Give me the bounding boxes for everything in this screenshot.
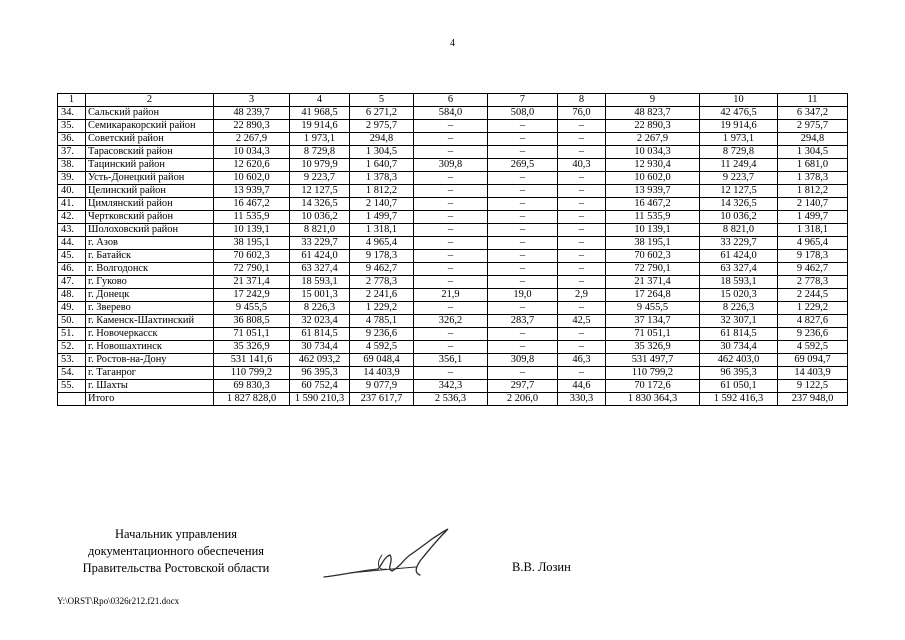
table-body bbox=[58, 94, 848, 406]
signature-title-line2: документационного обеспечения bbox=[87, 544, 265, 558]
territory-name-cell: Шолоховский район bbox=[86, 224, 214, 237]
value-cell: – bbox=[558, 211, 606, 224]
value-cell: 61 424,0 bbox=[290, 250, 350, 263]
value-cell: 1 973,1 bbox=[700, 133, 778, 146]
value-cell: 33 229,7 bbox=[700, 237, 778, 250]
value-cell: 38 195,1 bbox=[214, 237, 290, 250]
value-cell: 1 378,3 bbox=[350, 172, 414, 185]
value-cell: 8 729,8 bbox=[290, 146, 350, 159]
value-cell: 584,0 bbox=[414, 107, 488, 120]
territory-name-cell: Тарасовский район bbox=[86, 146, 214, 159]
value-cell: – bbox=[414, 341, 488, 354]
value-cell: 32 307,1 bbox=[700, 315, 778, 328]
value-cell: 71 051,1 bbox=[214, 328, 290, 341]
row-number-cell bbox=[58, 393, 86, 406]
value-cell: – bbox=[558, 328, 606, 341]
value-cell: 326,2 bbox=[414, 315, 488, 328]
value-cell: 508,0 bbox=[488, 107, 558, 120]
value-cell: 15 001,3 bbox=[290, 289, 350, 302]
column-header: 1 bbox=[58, 94, 86, 107]
value-cell: 35 326,9 bbox=[606, 341, 700, 354]
value-cell: – bbox=[414, 185, 488, 198]
value-cell: 1 681,0 bbox=[778, 159, 848, 172]
file-path: Y:\ORST\Rpo\0326r212.f21.docx bbox=[57, 596, 180, 606]
value-cell: 8 821,0 bbox=[700, 224, 778, 237]
table-row bbox=[58, 146, 848, 159]
budget-table bbox=[57, 93, 848, 406]
column-header: 10 bbox=[700, 94, 778, 107]
territory-name-cell: г. Волгодонск bbox=[86, 263, 214, 276]
value-cell: 30 734,4 bbox=[290, 341, 350, 354]
value-cell: 11 249,4 bbox=[700, 159, 778, 172]
value-cell: 462 093,2 bbox=[290, 354, 350, 367]
value-cell: 2 536,3 bbox=[414, 393, 488, 406]
value-cell: 16 467,2 bbox=[606, 198, 700, 211]
value-cell: 9 178,3 bbox=[778, 250, 848, 263]
territory-name-cell: г. Ростов-на-Дону bbox=[86, 354, 214, 367]
value-cell: 9 223,7 bbox=[290, 172, 350, 185]
value-cell: 72 790,1 bbox=[606, 263, 700, 276]
value-cell: – bbox=[488, 198, 558, 211]
value-cell: – bbox=[558, 224, 606, 237]
value-cell: 9 236,6 bbox=[778, 328, 848, 341]
value-cell: – bbox=[488, 341, 558, 354]
value-cell: 9 178,3 bbox=[350, 250, 414, 263]
value-cell: 96 395,3 bbox=[290, 367, 350, 380]
value-cell: 2 975,7 bbox=[350, 120, 414, 133]
value-cell: – bbox=[558, 263, 606, 276]
row-number-cell: 53. bbox=[58, 354, 86, 367]
value-cell: 17 242,9 bbox=[214, 289, 290, 302]
value-cell: 309,8 bbox=[488, 354, 558, 367]
value-cell: 61 424,0 bbox=[700, 250, 778, 263]
value-cell: 21 371,4 bbox=[214, 276, 290, 289]
value-cell: 15 020,3 bbox=[700, 289, 778, 302]
value-cell: 13 939,7 bbox=[606, 185, 700, 198]
table-row bbox=[58, 185, 848, 198]
territory-name-cell: Цимлянский район bbox=[86, 198, 214, 211]
value-cell: 32 023,4 bbox=[290, 315, 350, 328]
value-cell: – bbox=[558, 198, 606, 211]
column-header: 8 bbox=[558, 94, 606, 107]
value-cell: 61 814,5 bbox=[290, 328, 350, 341]
value-cell: 61 050,1 bbox=[700, 380, 778, 393]
value-cell: 36 808,5 bbox=[214, 315, 290, 328]
table-row bbox=[58, 263, 848, 276]
table-row bbox=[58, 133, 848, 146]
value-cell: 42 476,5 bbox=[700, 107, 778, 120]
table-row bbox=[58, 328, 848, 341]
row-number-cell: 51. bbox=[58, 328, 86, 341]
row-number-cell: 41. bbox=[58, 198, 86, 211]
column-header: 2 bbox=[86, 94, 214, 107]
value-cell: 11 535,9 bbox=[606, 211, 700, 224]
value-cell: – bbox=[414, 302, 488, 315]
value-cell: 37 134,7 bbox=[606, 315, 700, 328]
value-cell: – bbox=[488, 211, 558, 224]
territory-name-cell: Целинский район bbox=[86, 185, 214, 198]
signature-title-line3: Правительства Ростовской области bbox=[82, 561, 270, 575]
value-cell: 1 640,7 bbox=[350, 159, 414, 172]
table-row bbox=[58, 289, 848, 302]
row-number-cell: 40. bbox=[58, 185, 86, 198]
value-cell: 9 077,9 bbox=[350, 380, 414, 393]
row-number-cell: 45. bbox=[58, 250, 86, 263]
value-cell: 44,6 bbox=[558, 380, 606, 393]
value-cell: 70 172,6 bbox=[606, 380, 700, 393]
value-cell: 2 267,9 bbox=[606, 133, 700, 146]
value-cell: 294,8 bbox=[778, 133, 848, 146]
value-cell: – bbox=[414, 276, 488, 289]
value-cell: 10 036,2 bbox=[700, 211, 778, 224]
value-cell: – bbox=[414, 133, 488, 146]
value-cell: 2 778,3 bbox=[350, 276, 414, 289]
value-cell: 342,3 bbox=[414, 380, 488, 393]
territory-name-cell: Советский район bbox=[86, 133, 214, 146]
value-cell: 10 036,2 bbox=[290, 211, 350, 224]
value-cell: 2 140,7 bbox=[778, 198, 848, 211]
value-cell: 1 830 364,3 bbox=[606, 393, 700, 406]
value-cell: 70 602,3 bbox=[214, 250, 290, 263]
value-cell: 4 827,6 bbox=[778, 315, 848, 328]
value-cell: 69 094,7 bbox=[778, 354, 848, 367]
value-cell: 1 378,3 bbox=[778, 172, 848, 185]
territory-name-cell: Сальский район bbox=[86, 107, 214, 120]
value-cell: 1 590 210,3 bbox=[290, 393, 350, 406]
value-cell: 12 930,4 bbox=[606, 159, 700, 172]
value-cell: 330,3 bbox=[558, 393, 606, 406]
value-cell: 72 790,1 bbox=[214, 263, 290, 276]
value-cell: 19 914,6 bbox=[700, 120, 778, 133]
value-cell: 9 455,5 bbox=[606, 302, 700, 315]
value-cell: 9 236,6 bbox=[350, 328, 414, 341]
value-cell: 63 327,4 bbox=[290, 263, 350, 276]
table-row bbox=[58, 198, 848, 211]
total-row bbox=[58, 393, 848, 406]
row-number-cell: 52. bbox=[58, 341, 86, 354]
value-cell: – bbox=[558, 237, 606, 250]
value-cell: – bbox=[558, 341, 606, 354]
value-cell: 237 617,7 bbox=[350, 393, 414, 406]
value-cell: 48 239,7 bbox=[214, 107, 290, 120]
value-cell: 462 403,0 bbox=[700, 354, 778, 367]
value-cell: 4 965,4 bbox=[350, 237, 414, 250]
territory-name-cell: г. Азов bbox=[86, 237, 214, 250]
territory-name-cell: Усть-Донецкий район bbox=[86, 172, 214, 185]
value-cell: 42,5 bbox=[558, 315, 606, 328]
value-cell: 18 593,1 bbox=[290, 276, 350, 289]
value-cell: 4 592,5 bbox=[350, 341, 414, 354]
value-cell: 2 206,0 bbox=[488, 393, 558, 406]
value-cell: 22 890,3 bbox=[214, 120, 290, 133]
value-cell: 1 229,2 bbox=[350, 302, 414, 315]
value-cell: 1 499,7 bbox=[778, 211, 848, 224]
territory-name-cell: г. Новошахтинск bbox=[86, 341, 214, 354]
row-number-cell: 54. bbox=[58, 367, 86, 380]
value-cell: 9 462,7 bbox=[778, 263, 848, 276]
table-row bbox=[58, 367, 848, 380]
value-cell: 61 814,5 bbox=[700, 328, 778, 341]
territory-name-cell: г. Шахты bbox=[86, 380, 214, 393]
value-cell: – bbox=[488, 367, 558, 380]
value-cell: – bbox=[488, 328, 558, 341]
value-cell: 1 592 416,3 bbox=[700, 393, 778, 406]
value-cell: – bbox=[414, 224, 488, 237]
value-cell: 33 229,7 bbox=[290, 237, 350, 250]
row-number-cell: 47. bbox=[58, 276, 86, 289]
value-cell: – bbox=[414, 250, 488, 263]
signature-title bbox=[62, 526, 290, 577]
value-cell: 1 304,5 bbox=[778, 146, 848, 159]
value-cell: 2,9 bbox=[558, 289, 606, 302]
value-cell: 48 823,7 bbox=[606, 107, 700, 120]
territory-name-cell: Чертковский район bbox=[86, 211, 214, 224]
value-cell: – bbox=[414, 172, 488, 185]
table-row bbox=[58, 354, 848, 367]
column-header: 9 bbox=[606, 94, 700, 107]
row-number-cell: 50. bbox=[58, 315, 86, 328]
page-number: 4 bbox=[450, 38, 455, 49]
value-cell: 531 141,6 bbox=[214, 354, 290, 367]
value-cell: 12 127,5 bbox=[700, 185, 778, 198]
value-cell: 237 948,0 bbox=[778, 393, 848, 406]
value-cell: 14 403,9 bbox=[778, 367, 848, 380]
value-cell: 19 914,6 bbox=[290, 120, 350, 133]
value-cell: – bbox=[558, 120, 606, 133]
table-row bbox=[58, 107, 848, 120]
column-header: 5 bbox=[350, 94, 414, 107]
table-row bbox=[58, 211, 848, 224]
value-cell: 96 395,3 bbox=[700, 367, 778, 380]
row-number-cell: 36. bbox=[58, 133, 86, 146]
row-number-cell: 37. bbox=[58, 146, 86, 159]
value-cell: – bbox=[558, 302, 606, 315]
value-cell: 356,1 bbox=[414, 354, 488, 367]
value-cell: 21 371,4 bbox=[606, 276, 700, 289]
value-cell: 41 968,5 bbox=[290, 107, 350, 120]
value-cell: – bbox=[488, 224, 558, 237]
value-cell: 12 127,5 bbox=[290, 185, 350, 198]
table-row bbox=[58, 380, 848, 393]
value-cell: 2 267,9 bbox=[214, 133, 290, 146]
value-cell: 297,7 bbox=[488, 380, 558, 393]
value-cell: – bbox=[414, 120, 488, 133]
row-number-cell: 35. bbox=[58, 120, 86, 133]
table-row bbox=[58, 237, 848, 250]
value-cell: 8 226,3 bbox=[290, 302, 350, 315]
column-header: 6 bbox=[414, 94, 488, 107]
row-number-cell: 38. bbox=[58, 159, 86, 172]
value-cell: 531 497,7 bbox=[606, 354, 700, 367]
value-cell: – bbox=[558, 185, 606, 198]
value-cell: 110 799,2 bbox=[214, 367, 290, 380]
value-cell: – bbox=[488, 146, 558, 159]
value-cell: 19,0 bbox=[488, 289, 558, 302]
table-row bbox=[58, 250, 848, 263]
territory-name-cell: г. Каменск-Шахтинский bbox=[86, 315, 214, 328]
value-cell: 1 229,2 bbox=[778, 302, 848, 315]
value-cell: 269,5 bbox=[488, 159, 558, 172]
value-cell: – bbox=[488, 250, 558, 263]
value-cell: 4 592,5 bbox=[778, 341, 848, 354]
value-cell: – bbox=[414, 367, 488, 380]
table-row bbox=[58, 302, 848, 315]
header-row bbox=[58, 94, 848, 107]
value-cell: 1 973,1 bbox=[290, 133, 350, 146]
territory-name-cell: Семикаракорский район bbox=[86, 120, 214, 133]
value-cell: – bbox=[488, 185, 558, 198]
value-cell: 14 403,9 bbox=[350, 367, 414, 380]
signatory-name: В.В. Лозин bbox=[512, 560, 571, 574]
value-cell: 1 318,1 bbox=[350, 224, 414, 237]
value-cell: – bbox=[414, 237, 488, 250]
value-cell: – bbox=[488, 263, 558, 276]
territory-name-cell: Тацинский район bbox=[86, 159, 214, 172]
value-cell: 8 821,0 bbox=[290, 224, 350, 237]
value-cell: 6 347,2 bbox=[778, 107, 848, 120]
value-cell: – bbox=[488, 237, 558, 250]
value-cell: 18 593,1 bbox=[700, 276, 778, 289]
value-cell: 6 271,2 bbox=[350, 107, 414, 120]
table-row bbox=[58, 341, 848, 354]
table-row bbox=[58, 224, 848, 237]
table-row bbox=[58, 120, 848, 133]
value-cell: 4 965,4 bbox=[778, 237, 848, 250]
value-cell: 10 139,1 bbox=[214, 224, 290, 237]
value-cell: 9 455,5 bbox=[214, 302, 290, 315]
value-cell: 294,8 bbox=[350, 133, 414, 146]
value-cell: – bbox=[414, 211, 488, 224]
table-row bbox=[58, 172, 848, 185]
value-cell: – bbox=[488, 276, 558, 289]
value-cell: 10 602,0 bbox=[606, 172, 700, 185]
value-cell: 40,3 bbox=[558, 159, 606, 172]
value-cell: 2 241,6 bbox=[350, 289, 414, 302]
table-row bbox=[58, 159, 848, 172]
column-header: 4 bbox=[290, 94, 350, 107]
value-cell: – bbox=[488, 302, 558, 315]
row-number-cell: 43. bbox=[58, 224, 86, 237]
value-cell: – bbox=[558, 146, 606, 159]
value-cell: 9 122,5 bbox=[778, 380, 848, 393]
value-cell: – bbox=[414, 328, 488, 341]
value-cell: – bbox=[558, 367, 606, 380]
column-header: 11 bbox=[778, 94, 848, 107]
value-cell: 283,7 bbox=[488, 315, 558, 328]
column-header: 3 bbox=[214, 94, 290, 107]
value-cell: 70 602,3 bbox=[606, 250, 700, 263]
value-cell: 2 975,7 bbox=[778, 120, 848, 133]
row-number-cell: 39. bbox=[58, 172, 86, 185]
value-cell: 14 326,5 bbox=[700, 198, 778, 211]
value-cell: 2 140,7 bbox=[350, 198, 414, 211]
value-cell: 1 812,2 bbox=[778, 185, 848, 198]
value-cell: – bbox=[414, 198, 488, 211]
territory-name-cell: г. Батайск bbox=[86, 250, 214, 263]
row-number-cell: 46. bbox=[58, 263, 86, 276]
value-cell: 1 499,7 bbox=[350, 211, 414, 224]
value-cell: 17 264,8 bbox=[606, 289, 700, 302]
value-cell: 76,0 bbox=[558, 107, 606, 120]
territory-name-cell: г. Гуково bbox=[86, 276, 214, 289]
row-number-cell: 44. bbox=[58, 237, 86, 250]
value-cell: 10 979,9 bbox=[290, 159, 350, 172]
value-cell: – bbox=[558, 250, 606, 263]
row-number-cell: 49. bbox=[58, 302, 86, 315]
value-cell: – bbox=[488, 172, 558, 185]
handwritten-signature-icon bbox=[320, 525, 470, 585]
value-cell: – bbox=[488, 120, 558, 133]
value-cell: 9 462,7 bbox=[350, 263, 414, 276]
value-cell: 1 318,1 bbox=[778, 224, 848, 237]
territory-name-cell: Итого bbox=[86, 393, 214, 406]
value-cell: 69 830,3 bbox=[214, 380, 290, 393]
value-cell: 46,3 bbox=[558, 354, 606, 367]
value-cell: 9 223,7 bbox=[700, 172, 778, 185]
value-cell: 4 785,1 bbox=[350, 315, 414, 328]
territory-name-cell: г. Новочеркасск bbox=[86, 328, 214, 341]
value-cell: 1 827 828,0 bbox=[214, 393, 290, 406]
value-cell: 30 734,4 bbox=[700, 341, 778, 354]
value-cell: – bbox=[558, 276, 606, 289]
table-row bbox=[58, 315, 848, 328]
row-number-cell: 48. bbox=[58, 289, 86, 302]
value-cell: 309,8 bbox=[414, 159, 488, 172]
value-cell: 12 620,6 bbox=[214, 159, 290, 172]
row-number-cell: 34. bbox=[58, 107, 86, 120]
value-cell: 10 034,3 bbox=[606, 146, 700, 159]
value-cell: 110 799,2 bbox=[606, 367, 700, 380]
value-cell: – bbox=[558, 172, 606, 185]
value-cell: 38 195,1 bbox=[606, 237, 700, 250]
value-cell: 60 752,4 bbox=[290, 380, 350, 393]
value-cell: 2 778,3 bbox=[778, 276, 848, 289]
value-cell: 14 326,5 bbox=[290, 198, 350, 211]
value-cell: 71 051,1 bbox=[606, 328, 700, 341]
value-cell: 35 326,9 bbox=[214, 341, 290, 354]
value-cell: 69 048,4 bbox=[350, 354, 414, 367]
value-cell: 1 812,2 bbox=[350, 185, 414, 198]
table-row bbox=[58, 276, 848, 289]
value-cell: 2 244,5 bbox=[778, 289, 848, 302]
value-cell: – bbox=[488, 133, 558, 146]
value-cell: 10 602,0 bbox=[214, 172, 290, 185]
value-cell: 8 729,8 bbox=[700, 146, 778, 159]
row-number-cell: 42. bbox=[58, 211, 86, 224]
value-cell: 10 139,1 bbox=[606, 224, 700, 237]
value-cell: 10 034,3 bbox=[214, 146, 290, 159]
territory-name-cell: г. Донецк bbox=[86, 289, 214, 302]
signature-title-line1: Начальник управления bbox=[115, 527, 237, 541]
value-cell: 1 304,5 bbox=[350, 146, 414, 159]
territory-name-cell: г. Зверево bbox=[86, 302, 214, 315]
value-cell: 21,9 bbox=[414, 289, 488, 302]
value-cell: 13 939,7 bbox=[214, 185, 290, 198]
territory-name-cell: г. Таганрог bbox=[86, 367, 214, 380]
value-cell: 8 226,3 bbox=[700, 302, 778, 315]
row-number-cell: 55. bbox=[58, 380, 86, 393]
column-header: 7 bbox=[488, 94, 558, 107]
value-cell: 16 467,2 bbox=[214, 198, 290, 211]
value-cell: 11 535,9 bbox=[214, 211, 290, 224]
value-cell: – bbox=[414, 146, 488, 159]
value-cell: 63 327,4 bbox=[700, 263, 778, 276]
value-cell: – bbox=[558, 133, 606, 146]
value-cell: – bbox=[414, 263, 488, 276]
value-cell: 22 890,3 bbox=[606, 120, 700, 133]
